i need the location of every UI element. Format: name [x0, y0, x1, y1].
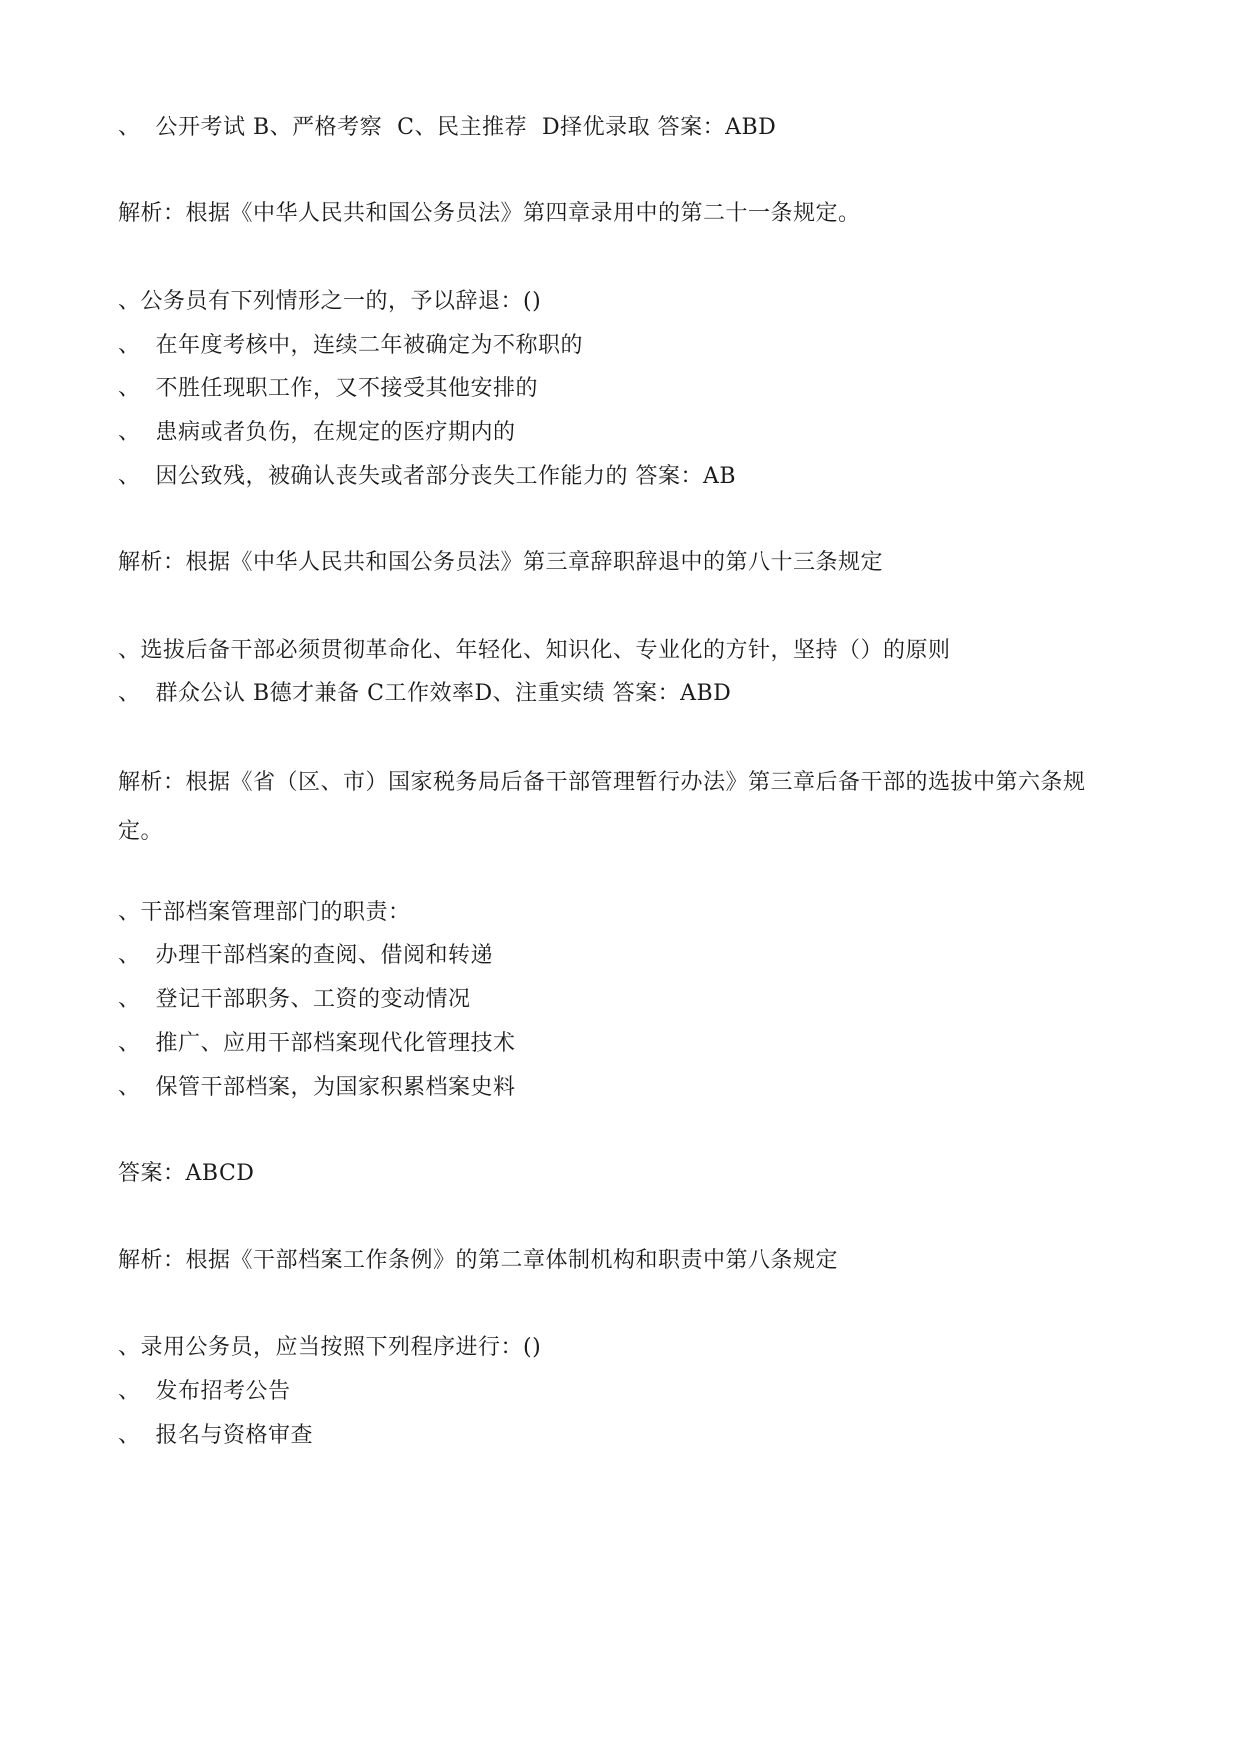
option-line: 、 因公致残，被确认丧失或者部分丧失工作能力的 答案：AB — [118, 464, 737, 489]
option-line: 、 推广、应用干部档案现代化管理技术 — [118, 1031, 516, 1056]
explanation-line: 解析：根据《中华人民共和国公务员法》第三章辞职辞退中的第八十三条规定 — [118, 550, 884, 575]
explanation-line: 解析：根据《干部档案工作条例》的第二章体制机构和职责中第八条规定 — [118, 1248, 839, 1273]
question-line: 、干部档案管理部门的职责： — [118, 900, 411, 925]
option-line: 、 群众公认 B德才兼备 C工作效率D、注重实绩 答案：ABD — [118, 681, 732, 706]
answer-line: 答案：ABCD — [118, 1161, 255, 1186]
option-line: 、 发布招考公告 — [118, 1379, 291, 1404]
option-line: 、 保管干部档案，为国家积累档案史料 — [118, 1075, 516, 1100]
option-line: 、 在年度考核中，连续二年被确定为不称职的 — [118, 333, 583, 358]
question-line: 、录用公务员，应当按照下列程序进行：() — [118, 1335, 542, 1360]
option-line: 、 不胜任现职工作，又不接受其他安排的 — [118, 376, 538, 401]
option-line: 、 办理干部档案的查阅、借阅和转递 — [118, 943, 493, 968]
option-line: 、 报名与资格审查 — [118, 1423, 313, 1448]
option-line: 、 患病或者负伤，在规定的医疗期内的 — [118, 420, 516, 445]
option-line: 、 登记干部职务、工资的变动情况 — [118, 987, 471, 1012]
explanation-line: 解析：根据《省（区、市）国家税务局后备干部管理暂行办法》第三章后备干部的选拔中第六条规定。 — [118, 770, 1086, 844]
option-line: 、 公开考试 B、严格考察 C、民主推荐 D择优录取 答案：ABD — [118, 115, 777, 140]
question-line: 、选拔后备干部必须贯彻革命化、年轻化、知识化、专业化的方针，坚持（）的原则 — [118, 638, 951, 663]
question-line: 、公务员有下列情形之一的，予以辞退：() — [118, 289, 542, 314]
explanation-line: 解析：根据《中华人民共和国公务员法》第四章录用中的第二十一条规定。 — [118, 201, 861, 226]
